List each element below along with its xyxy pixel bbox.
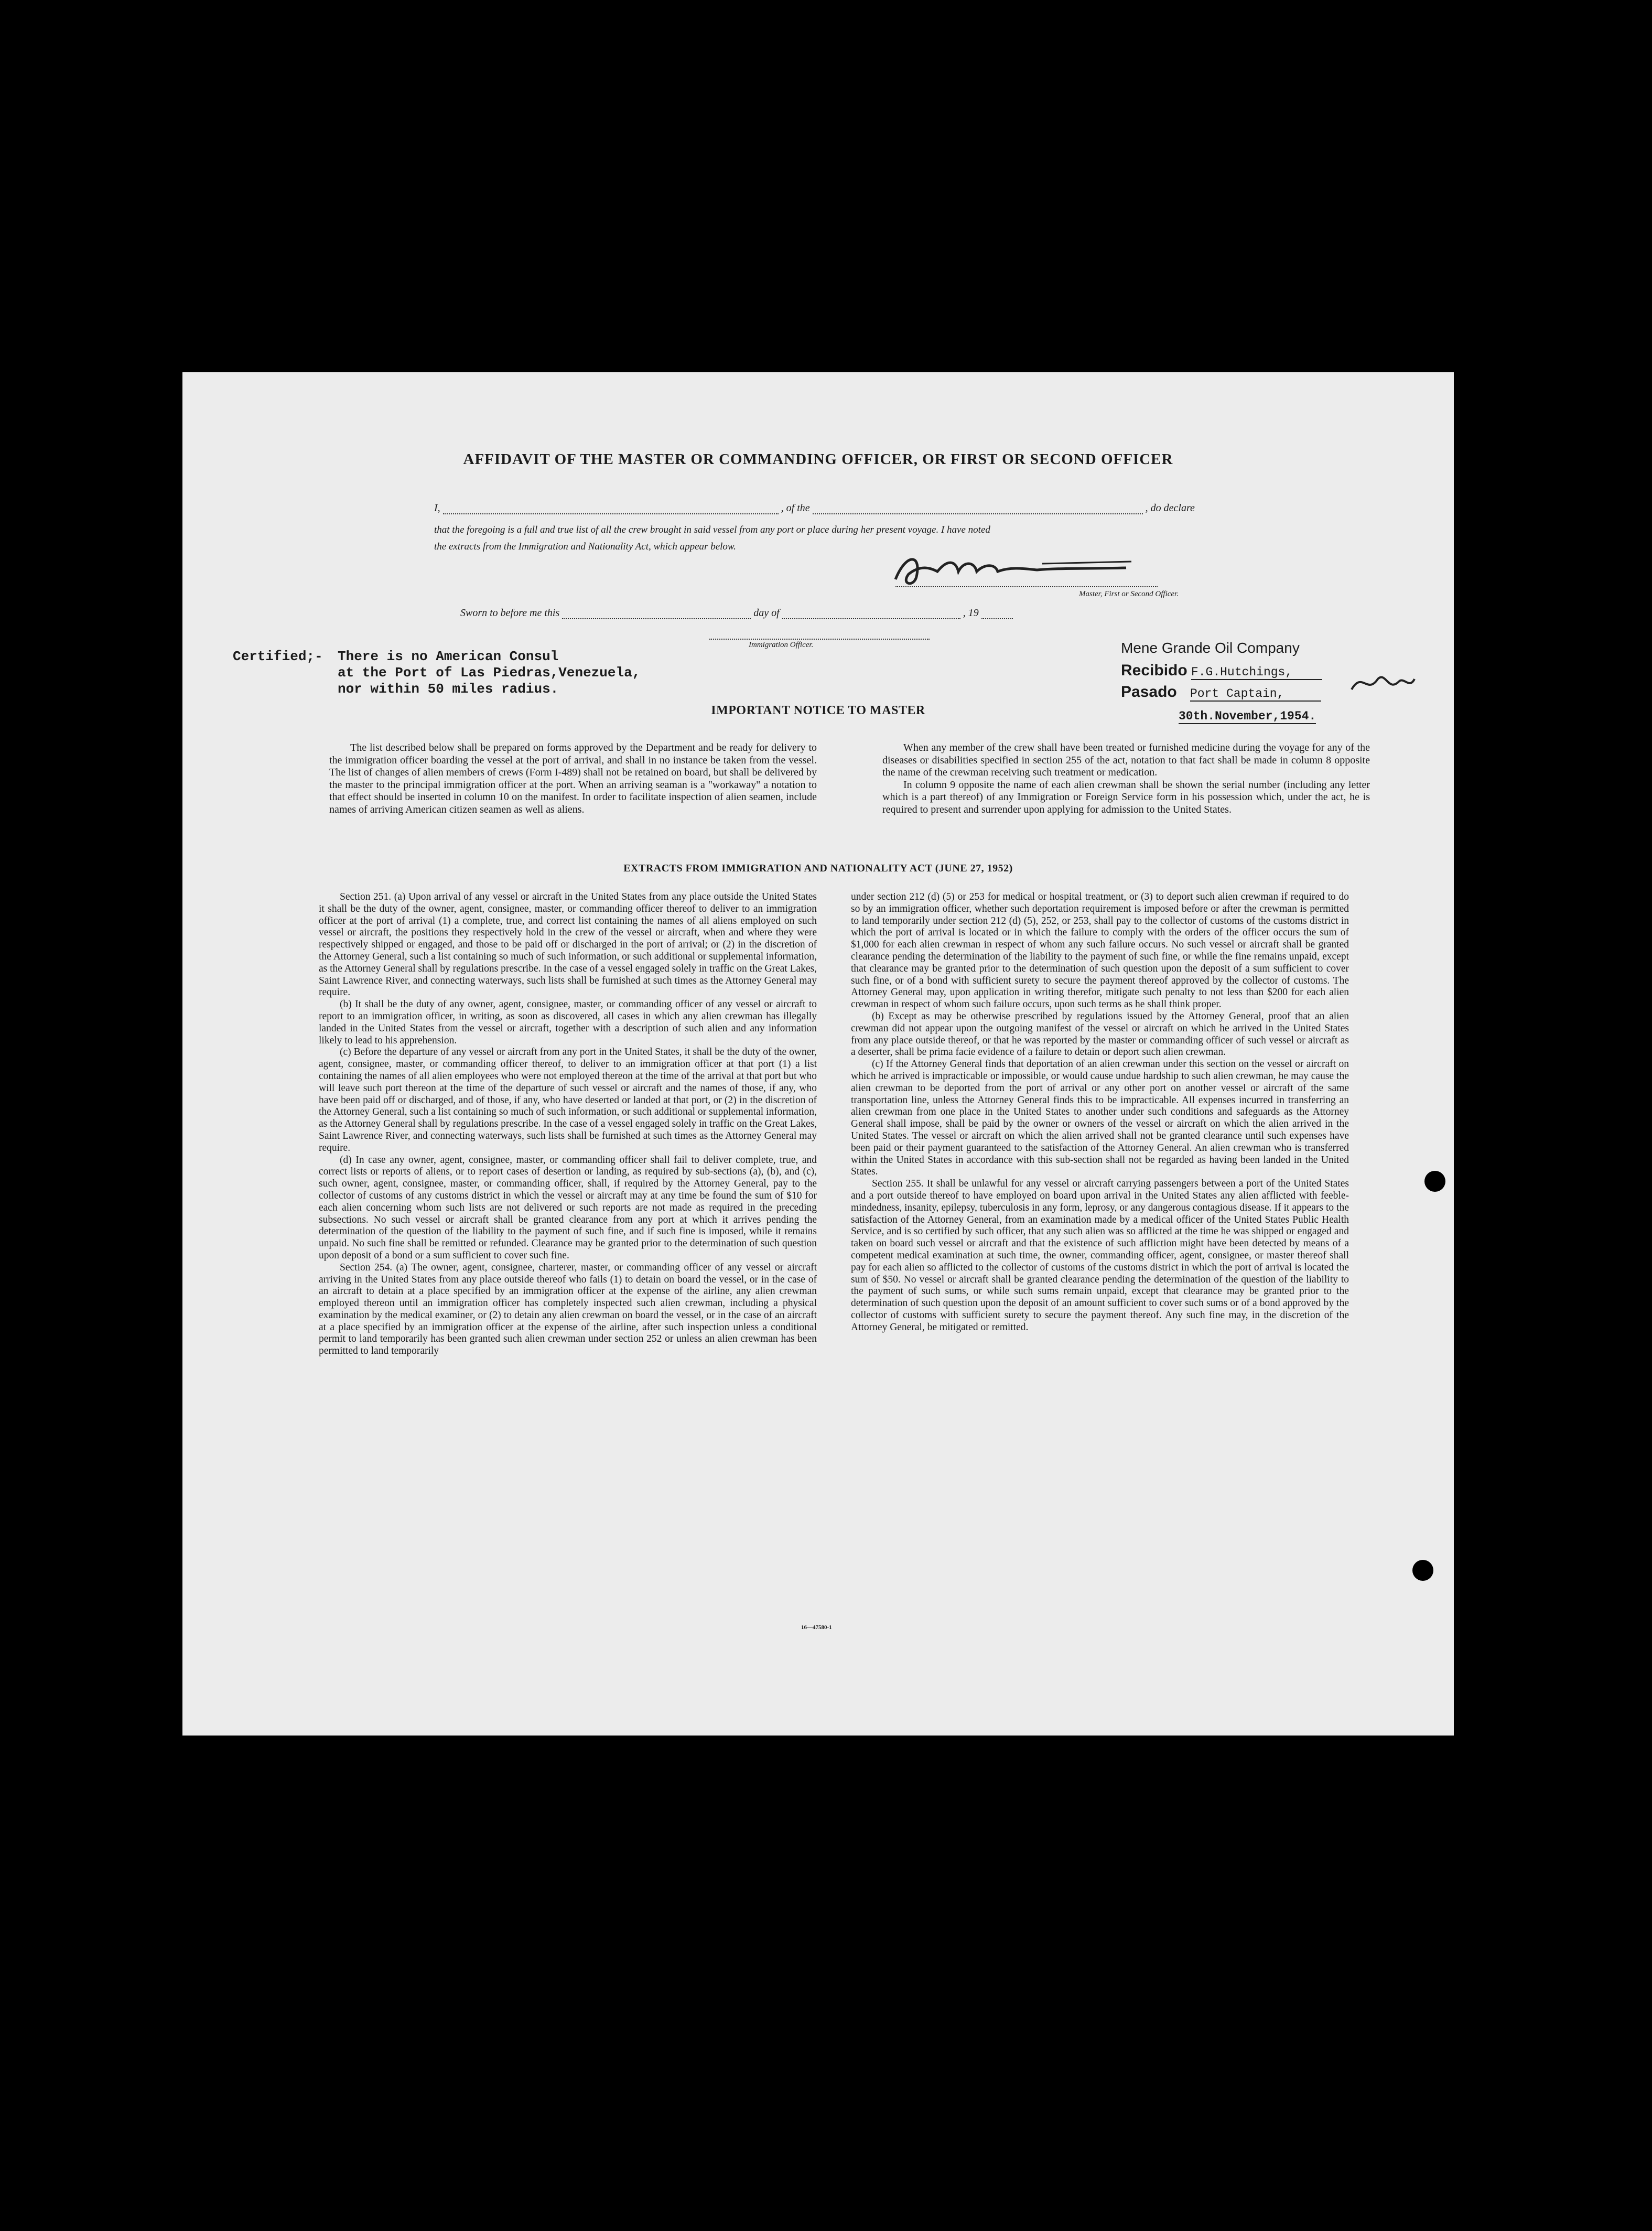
year-blank — [981, 609, 1013, 619]
extracts-left-column: Section 251. (a) Upon arrival of any vessel or aircraft in the United States from any place outside the United States it shall be the duty of the owner, agent, consignee, master, or commanding officer thereof to deliver to an immigration officer at the port of arrival (1) a complete, true, and correct list containing the names of all aliens employed on such vessel or aircraft, the positions they respectively hold in the crew of the vessel or aircraft, when and where they were respectively shipped or engaged, and those to be paid off or discharged in the port of arrival; or (2) in the discretion of the Attorney General, such a list containing so much of such information, or such additional or supplemental information, as the Attorney General shall by regulations prescribe. In the case of a vessel engaged solely in traffic on the Great Lakes, Saint Lawrence River, and connecting waterways, such lists shall be furnished at such times as the Attorney General may require. (b) It shall be the duty of any owner, agent, consignee, master, or commanding officer of any vessel or aircraft to report to an immigration officer, in writing, as soon as discovered, all cases in which any alien crewman has illegally landed in the United States from the vessel or aircraft, together with a description of such alien and any information likely to lead to his apprehension. (c) Before the departure of any vessel or aircraft from any port in the United States, it shall be the duty of the owner, agent, consignee, master, or commanding officer thereof, to deliver to an immigration officer at that port (1) a list containing the names of all alien employees who were not employed thereon at the time of the arrival at that port but who will leave such port thereon at the time of the departure of such vessel or aircraft and the names of those, if any, who have been paid off or discharged, and of those, if any, who have deserted or landed at that port, or (2) in the discretion of the Attorney General, such a list containing so much of such information, or such additional or supplemental information, as the Attorney General shall by regulations prescribe. In the case of a vessel engaged solely in traffic on the Great Lakes, Saint Lawrence River, and connecting waterways, such lists shall be furnished at such times as the Attorney General may require. (d) In case any owner, agent, consignee, master, or commanding officer shall fail to deliver complete, true, and correct lists or reports of aliens, or to report cases of desertion or landing, as required by sub-sections (a), (b), and (c), such owner, agent, consignee, master, or commanding officer, shall, if required by the Attorney General, pay to the collector of customs of any customs district in which the vessel or aircraft may at any time be found the sum of $10 for each alien concerning whom such lists are not delivered or such reports are not made as required in the preceding subsections. No such vessel or aircraft shall be granted clearance from any port at which it arrives pending the determination of the question of the liability to the payment of such fine, and if such fine is imposed, while it remains unpaid. No such fine shall be remitted or refunded. Clearance may be granted prior to the determination of such question upon deposit of a bond or a sum sufficient to cover such fine. Section 254. (a) The owner, agent, consignee, charterer, master, or commanding officer of any vessel or aircraft arriving in the United States from any place outside thereof who fails (1) to detain on board the vessel, or in the case of an aircraft to detain at a place specified by an immigration officer at the expense of the airline, any alien crewman employed thereon until an immigration officer has completely inspected such alien crewman, including a physical examination by the medical examiner, or (2) to detain any alien crewman on board the vessel, or in the case of an aircraft at a place specified by an immigration officer at the expense of the airline, after such inspection unless a conditional permit to land temporarily has been granted such alien crewman under section 252 or unless an alien crewman has been permitted to land temporarily — [319, 891, 817, 1357]
extracts-right-column: under section 212 (d) (5) or 253 for medical or hospital treatment, or (3) to deport such alien crewman if required to do so by an immigration officer, whether such deportation requirement is imposed before or after the crewman is permitted to land temporarily under section 212 (d) (5), 252, or 253, shall pay to the collector of customs of the customs district in which the port of arrival is located or in which the failure to comply with the orders of the officer occurs the sum of $1,000 for each alien crewman in respect of whom any such failure occurs. No such vessel or aircraft shall be granted clearance pending the determination of the liability to the payment of such fine, or while the fine remains unpaid, except that clearance may be granted prior to the determination of such question upon the deposit of a sum sufficient to cover such fine, or of a bond with sufficient surety to secure the payment thereof approved by the collector of customs. The Attorney General may, upon application in writing therefor, mitigate such penalty to not less than $200 for each alien crewman in respect of whom such failure occurs, upon such terms as he shall think proper. (b) Except as may be otherwise prescribed by regulations issued by the Attorney General, proof that an alien crewman did not appear upon the outgoing manifest of the vessel or aircraft on which he arrived in the United States from any place outside thereof, or that he was reported by the master or commanding officer of such vessel or aircraft as a deserter, shall be prima facie evidence of a failure to detain or deport such alien crewman. (c) If the Attorney General finds that deportation of an alien crewman under this section on the vessel or aircraft on which he arrived is impracticable or impossible, or would cause undue hardship to such alien crewman, he may cause the alien crewman to be deported from the port of arrival or any other port on another vessel or aircraft of the same transportation line, unless the Attorney General finds this to be impracticable. All expenses incurred in transferring an alien crewman from one place in the United States to another under such conditions and safeguards as the Attorney General shall impose, shall be paid by the owner or owners of the vessel or aircraft on which the alien arrived in the United States. The vessel or aircraft on which the alien arrived shall not be granted clearance until such expenses have been paid or their payment guaranteed to the satisfaction of the Attorney General. An alien crewman who is transferred within the United States in accordance with this sub-section shall not be regarded as having been landed in the United States. Section 255. It shall be unlawful for any vessel or aircraft carrying passengers between a port of the United States and a port outside thereof to have employed on board upon arrival in the United States any alien afflicted with feeble-mindedness, insanity, epilepsy, tuberculosis in any form, leprosy, or any dangerous contagious disease. If it appears to the satisfaction of the Attorney General, from an examination made by a medical officer of the United States Public Health Service, and is so certified by such officer, that any such alien was so afflicted at the time he was shipped or engaged and taken on board such vessel or aircraft and that the existence of such affliction might have been detected by means of a competent medical examination at such time, the owner, commanding officer, agent, consignee, or master thereof shall pay for each alien so afflicted to the collector of customs of the customs district in which the port of arrival is located the sum of $50. No vessel or aircraft shall be granted clearance pending the determination of the question of the liability to the payment of such sums, or while such sums remain unpaid, except that clearance may be granted prior to the determination of such question upon the deposit of an amount sufficient to cover such sums or of a bond approved by the collector of customs with sufficient surety to secure the payment thereof. Any such fine may, in the discretion of the Attorney General, be mitigated or remitted. — [851, 891, 1349, 1333]
affidavit-line-1: I, , of the , do declare — [434, 502, 1195, 514]
punch-hole — [1424, 1171, 1445, 1192]
vessel-blank — [813, 504, 1143, 514]
day-blank — [782, 609, 960, 619]
stamp-position: Port Captain, — [1190, 687, 1321, 702]
punch-hole — [1412, 1560, 1433, 1581]
stamp-name: F.G.Hutchings, — [1191, 665, 1322, 680]
stamp-date: 30th.November,1954. — [1179, 709, 1316, 723]
company-stamp: Mene Grande Oil Company Recibido F.G.Hutchings, Pasado Port Captain, 30th.November,1954. — [1121, 640, 1446, 724]
initials-scribble — [1346, 669, 1420, 700]
master-signature — [885, 548, 1179, 595]
officer-line — [709, 639, 930, 640]
name-blank — [443, 504, 779, 514]
signature-line — [895, 586, 1158, 587]
sworn-line: Sworn to before me this day of , 19 — [460, 607, 1247, 619]
certified-label: Certified;- — [233, 649, 323, 664]
document-sheet — [182, 372, 1454, 1736]
page-title: AFFIDAVIT OF THE MASTER OR COMMANDING OFFICER, OR FIRST OR SECOND OFFICER — [463, 451, 1173, 468]
footer-code: 16—47580-1 — [801, 1624, 832, 1631]
notice-left-paragraph: The list described below shall be prepared on forms approved by the Department and be ready for delivery to the immigration officer boarding the vessel at the port of arrival, and shall in no instance be taken from the vessel. The list of changes of alien members of crews (Form I-489) shall not be retained on board, but shall be delivered by the master to the principal immigration officer at the port. When an arriving seaman is a "workaway" a notation to that effect should be inserted in column 10 on the manifest. In order to facilitate inspection of alien seamen, include names of arriving American citizen seamen as well as aliens. — [329, 742, 817, 815]
affidavit-line-3: the extracts from the Immigration and Nationality Act, which appear below. — [434, 541, 736, 552]
affidavit-line-2: that the foregoing is a full and true list of all the crew brought in said vessel from any port or place during her present voyage. I have noted — [434, 524, 990, 535]
stamp-company: Mene Grande Oil Company — [1121, 640, 1300, 656]
notice-title: IMPORTANT NOTICE TO MASTER — [711, 704, 925, 717]
immigration-officer-caption: Immigration Officer. — [749, 641, 814, 649]
certified-text: There is no American Consul at the Port of Las Piedras,Venezuela, nor within 50 miles radius. — [338, 649, 641, 697]
master-caption: Master, First or Second Officer. — [1079, 590, 1179, 598]
notice-right-column: When any member of the crew shall have been treated or furnished medicine during the voyage for any of the diseases or disabilities specified in section 255 of the act, notation to that fact shall be made in column 8 opposite the name of the crewman receiving such treatment or medication. In column 9 opposite the name of each alien crewman shall be shown the serial number (including any letter which is a part thereof) of any Immigration or Foreign Service form in his possession which, under the act, he is required to present and surrender upon applying for admission to the United States. — [882, 742, 1370, 815]
extracts-title: EXTRACTS FROM IMMIGRATION AND NATIONALITY ACT (JUNE 27, 1952) — [623, 863, 1013, 874]
sworn-blank — [562, 609, 751, 619]
